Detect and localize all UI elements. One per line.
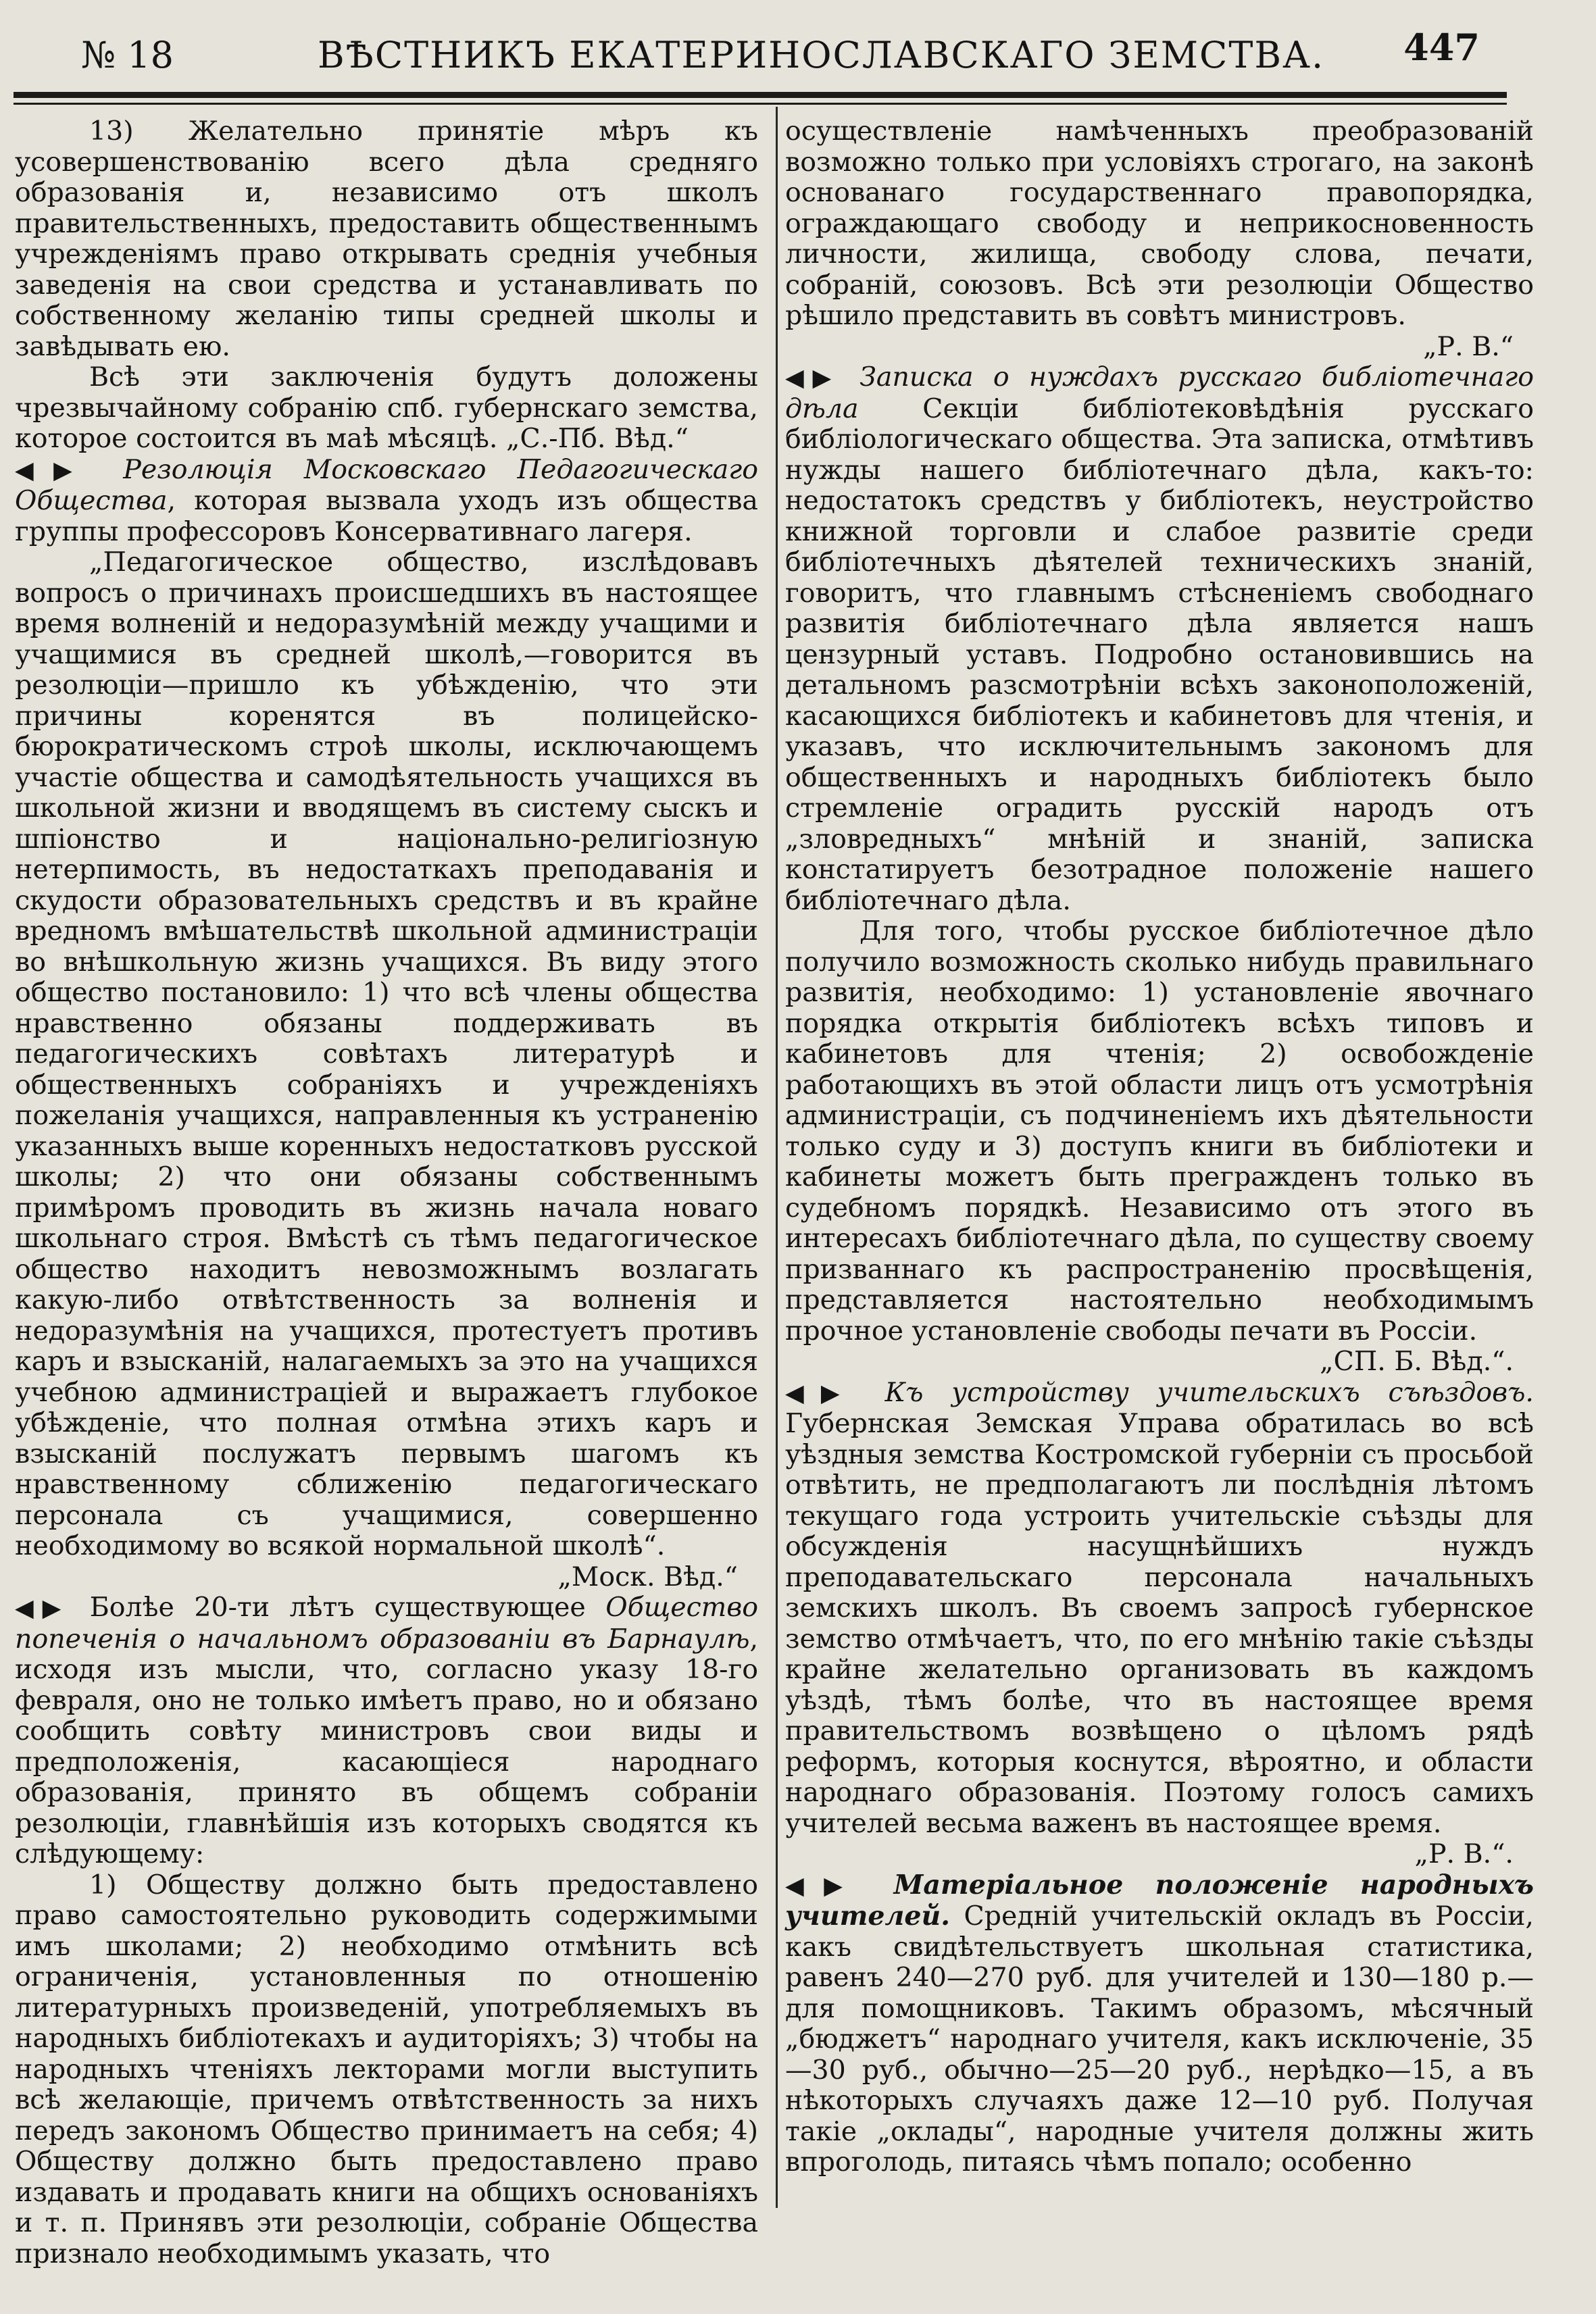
header-rule-thin (14, 103, 1507, 105)
right-paragraph-1: осуществленіе намѣченныхъ преобразованій возможно только при условіяхъ строгаго, на законѣ основанаго государственнаго правопорядка, ограждающаго свободу и неприкосновенность личности, жилища, свободу слова, печати, собраній, союзовъ. Всѣ эти резолюціи Общество рѣшило представить въ совѣтъ министровъ. (785, 116, 1534, 331)
article-title: Матеріальное положеніе народныхъ учителей. (785, 1869, 1534, 1932)
column-divider (776, 107, 778, 2208)
journal-title: ВѢСТНИКЪ ЕКАТЕРИНОСЛАВСКАГО ЗЕМСТВА. (318, 34, 1325, 76)
diamond-bullet-icon: ◀▶ (785, 1871, 863, 1900)
right-paragraph-2: ◀▶ Записка о нуждахъ русскаго библіотечнаго дѣла Секціи библіотековѣдѣнія русскаго библіологическаго общества. Эта записка, отмѣтивъ нужды нашего библіотечнаго дѣла, какъ-то: недостатокъ средствъ у библіотекъ, неустройство книжной торговли и слабое развитіе среди библіотечныхъ дѣятелей техническихъ знаній, говоритъ, что главнымъ стѣсненіемъ свободнаго развитія библіотечнаго дѣла является нашъ цензурный уставъ. Подробно остановившись на детальномъ разсмотрѣніи всѣхъ законоположеній, касающихся библіотекъ и кабинетовъ для чтенія, и указавъ, что исключительнымъ закономъ для общественныхъ и народныхъ библіотекъ было стремленіе оградить русскій народъ отъ „зловредныхъ“ мнѣній и знаній, записка констатируетъ безотрадное положеніе нашего библіотечнаго дѣла. (785, 361, 1534, 916)
source-citation: „СП. Б. Вѣд.“. (1320, 1346, 1514, 1377)
article-title: Къ устройству учительскихъ съѣздовъ. (884, 1376, 1534, 1408)
left-paragraph-5: ◀▶ Болѣе 20-ти лѣтъ существующее Общество попеченія о начальномъ образованіи въ Барнаулѣ, исходя изъ мысли, что, согласно указу 18-го февраля, оно не только имѣетъ право, но и обязано сообщить совѣту министровъ свои виды и предположенія, касающіеся народнаго образованія, принято въ общемъ собраніи резолюціи, главнѣйшія изъ которыхъ сводятся къ слѣдующему: (15, 1592, 758, 1869)
issue-number: № 18 (81, 34, 174, 76)
source-citation: „Р. В.“. (1414, 1838, 1514, 1869)
left-paragraph-3: ◀▶ Резолюція Московскаго Педагогическаго Общества, которая вызвала уходъ изъ общества группы профессоровъ Консервативнаго лагеря. (15, 453, 758, 547)
source-citation: „С.-Пб. Вѣд.“ (506, 423, 689, 454)
article-title: Резолюція Московскаго Педагогическаго Общества (15, 453, 758, 516)
article-title: Общество попеченія о начальномъ образованіи въ Барнаулѣ (15, 1592, 758, 1655)
diamond-bullet-icon: ◀▶ (15, 456, 93, 484)
article-title: Записка о нуждахъ русскаго библіотечнаго дѣла (785, 361, 1534, 424)
right-paragraph-3: Для того, чтобы русское библіотечное дѣло получило возможность сколько нибудь правильнаго развитія, необходимо: 1) установленіе явочнаго порядка открытія библіотекъ всѣхъ типовъ и кабинетовъ для чтенія; 2) освобожденіе работающихъ въ этой области лицъ отъ усмотрѣнія администраціи, съ подчиненіемъ ихъ дѣятельности только суду и 3) доступъ книги въ библіотеки и кабинеты можетъ быть прегражденъ только въ судебномъ порядкѣ. Независимо отъ этого въ интересахъ библіотечнаго дѣла, по существу своему призваннаго къ распространенію просвѣщенія, представляется настоятельно необходимымъ прочное установленіе свободы печати въ Россіи. (785, 915, 1534, 1347)
diamond-bullet-icon: ◀▶ (785, 364, 840, 392)
diamond-bullet-icon: ◀▶ (15, 1594, 70, 1622)
left-paragraph-4: „Педагогическое общество, изслѣдовавъ вопросъ о причинахъ происшедшихъ въ настоящее время волненій и недоразумѣній между учащими и учащимися въ средней школѣ,—говорится въ резолюціи—пришло къ убѣжденію, что эти причины коренятся въ полицейско-бюрократическомъ строѣ школы, исключающемъ участіе общества и самодѣятельность учащихся въ школьной жизни и вводящемъ въ систему сыскъ и шпіонство и національно-религіозную нетерпимость, въ недостаткахъ преподаванія и скудости образовательныхъ средствъ и въ крайне вредномъ вмѣшательствѣ школьной администраціи во внѣшкольную жизнь учащихся. Въ виду этого общество постановило: 1) что всѣ члены общества нравственно обязаны поддерживать въ педагогическихъ совѣтахъ литературѣ и общественныхъ собраніяхъ и учрежденіяхъ пожеланія учащихся, направленныя къ устраненію указанныхъ выше коренныхъ недостатковъ русской школы; 2) что они обязаны собственнымъ примѣромъ проводить въ жизнь начала новаго школьнаго строя. Вмѣстѣ съ тѣмъ педагогическое общество находитъ невозможнымъ возлагать какую-либо отвѣтственность за волненія и недоразумѣнія на учащихся, протестуетъ противъ каръ и взысканій, налагаемыхъ за это на учащихся учебною администраціей и выражаетъ глубокое убѣжденіе, что полная отмѣна этихъ каръ и взысканій послужатъ первымъ шагомъ къ нравственному сближенію педагогическаго персонала съ учащимися, совершенно необходимому во всякой нормальной школѣ“. (15, 547, 758, 1561)
source-citation: „Р. В.“ (1423, 330, 1514, 362)
right-column (785, 116, 1534, 2178)
page-header (74, 20, 1507, 95)
left-paragraph-1: 13) Желательно принятіе мѣръ къ усовершенствованію всего дѣла средняго образованія и, независимо отъ школъ правительственныхъ, предоставить общественнымъ учрежденіямъ право открывать среднія учебныя заведенія на свои средства и устанавливать по собственному желанію типы средней школы и завѣдывать ею. (15, 116, 758, 362)
diamond-bullet-icon: ◀▶ (785, 1379, 857, 1407)
right-paragraph-5: ◀▶ Матеріальное положеніе народныхъ учителей. Средній учительскій окладъ въ Россіи, какъ свидѣтельствуетъ школьная статистика, равенъ 240—270 руб. для учителей и 130—180 р.— для помощниковъ. Такимъ образомъ, мѣсячный „бюджетъ“ народнаго учителя, какъ исключеніе, 35—30 руб., обычно—25—20 руб., нерѣдко—15, а въ нѣкоторыхъ случаяхъ даже 12—10 руб. Получая такіе „оклады“, народные учителя должны жить впроголодь, питаясь чѣмъ попало; особенно (785, 1869, 1534, 2178)
header-rule-thick (14, 92, 1507, 98)
left-paragraph-6: 1) Обществу должно быть предоставлено право самостоятельно руководить содержимыми имъ школами; 2) необходимо отмѣнить всѣ ограниченія, установленныя по отношенію литературныхъ произведеній, употребляемыхъ въ народныхъ библіотекахъ и аудиторіяхъ; 3) чтобы на народныхъ чтеніяхъ лекторами могли выступить всѣ желающіе, причемъ отвѣтственность за нихъ передъ закономъ Общество принимаетъ на себя; 4) Обществу должно быть предоставлено право издавать и продавать книги на общихъ основаніяхъ и т. п. Принявъ эти резолюціи, собраніе Общества признало необходимымъ указать, что (15, 1869, 758, 2269)
left-paragraph-2: Всѣ эти заключенія будутъ доложены чрезвычайному собранію спб. губернскаго земства, которое состоится въ маѣ мѣсяцѣ. „С.-Пб. Вѣд.“ (15, 361, 758, 454)
right-paragraph-4: ◀▶ Къ устройству учительскихъ съѣздовъ. Губернская Земская Управа обратилась во всѣ уѣздныя земства Костромской губерніи съ просьбой отвѣтить, не предполагаютъ ли послѣднія лѣтомъ текущаго года устроить учительскіе съѣзды для обсужденія насущнѣйшихъ нуждъ преподавательскаго персонала начальныхъ земскихъ школъ. Въ своемъ запросѣ губернское земство отмѣчаетъ, что, по его мнѣнію такіе съѣзды крайне желательно организовать въ каждомъ уѣздѣ, тѣмъ болѣе, что въ настоящее время правительствомъ возвѣщено о цѣломъ рядѣ реформъ, которыя коснутся, вѣроятно, и области народнаго образованія. Поэтому голосъ самихъ учителей весьма важенъ въ настоящее время. (785, 1376, 1534, 1839)
source-citation: „Моск. Вѣд.“ (557, 1561, 738, 1592)
page-number: 447 (1403, 26, 1480, 69)
left-column (15, 116, 758, 2269)
